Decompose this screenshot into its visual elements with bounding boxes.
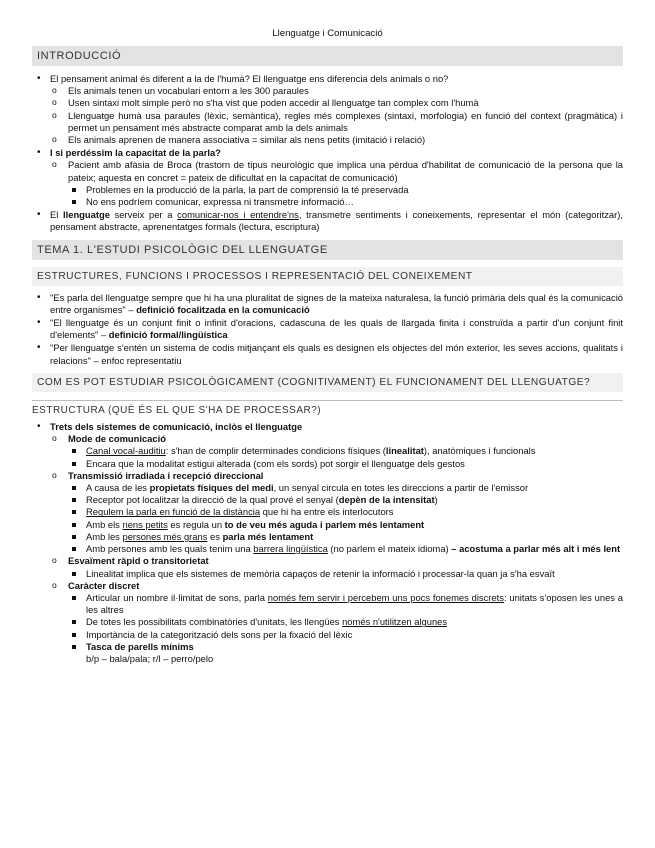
text-run: propietats físiques del medi [149, 482, 274, 494]
list-item [68, 641, 623, 665]
list-item: Importància de la categorització dels sons per la fixació del lèxic [68, 629, 623, 641]
list-item: No ens podríem comunicar, expressa ni transmetre informació… [68, 196, 623, 208]
text-run: Amb els [86, 518, 123, 530]
text-run: ) [434, 494, 438, 506]
sublist [50, 159, 623, 208]
traits-list [32, 421, 623, 665]
list-item [50, 555, 623, 579]
text-run: persones més grans [122, 530, 208, 542]
intro-question: El pensament animal és diferent a la de l'humà? El llenguatge ens diferencia dels animals o no? [50, 73, 449, 84]
subsection-title-com-estudiar: COM ES POT ESTUDIAR PSICOLÒGICAMENT (COGNITIVAMENT) EL FUNCIONAMENT DEL LLENGUATGE? [32, 373, 623, 392]
section-title-introduccio: INTRODUCCIÓ [32, 46, 623, 66]
list-item [50, 159, 623, 208]
list-item [32, 209, 623, 233]
text-run: "El llenguatge és un conjunt finit o infinit d'oracions, cadascuna de les quals de llargada finita i construïda a partir d'un conjunt finit d'elements" – [50, 317, 623, 341]
list-item [32, 73, 623, 146]
list-item [68, 531, 623, 543]
text-run: serveix per a [109, 209, 178, 221]
text-run: – acostuma a parlar més alt i més lent [451, 543, 621, 555]
list-item [50, 580, 623, 665]
trait-discret: Caràcter discret [68, 579, 140, 591]
text-run: A causa de les [86, 482, 150, 494]
list-item: Problemes en la producció de la parla, la part de comprensió la té preservada [68, 184, 623, 196]
list-item: o Els animals aprenen de manera associativa = similar als nens petits (imitació i relació) [50, 134, 623, 146]
text-run: (no parlem el mateix idioma) [327, 543, 452, 555]
sublist [50, 85, 623, 146]
text-run: Amb persones amb les quals tenim una [86, 543, 254, 555]
text-run: Regulem la parla en funció de la distància [86, 506, 261, 518]
text-run: només n'utilitzen algunes [342, 616, 448, 628]
text-run: b/p – bala/pala; r/l – perro/pelo [86, 652, 214, 664]
list-item [32, 317, 623, 341]
text-run: es regula un [167, 518, 225, 530]
text-run: depèn de la intensitat [338, 494, 435, 506]
sublist [68, 184, 623, 208]
trait-esvaiment: Esvaïment ràpid o transitorietat [68, 555, 209, 567]
text-run: es [207, 530, 223, 542]
sublist [50, 433, 623, 665]
text-run: El [50, 209, 64, 221]
definitions-list [32, 292, 623, 367]
text-run: Tasca de parells mínims [86, 640, 194, 652]
subsection-title-estructures: ESTRUCTURES, FUNCIONS I PROCESSOS I REPRESENTACIÓ DEL CONEIXEMENT [32, 267, 623, 286]
sublist [68, 592, 623, 665]
page-header: Llenguatge i Comunicació [272, 28, 383, 39]
list-item [68, 506, 623, 518]
list-item [68, 543, 623, 555]
list-item [68, 519, 623, 531]
text-run: De totes les possibilitats combinatòries d'unitats, les llengües [86, 616, 343, 628]
text-run: Canal vocal-auditiu [86, 445, 166, 457]
heading-parla: I si perdéssim la capacitat de la parla? [50, 147, 221, 159]
text-run: llenguatge [63, 209, 110, 221]
text-run: : unitats s'oposen les unes a les altres [86, 591, 624, 616]
sublist [68, 445, 623, 469]
broca-text: Pacient amb afàsia de Broca (trastorn de tipus neurològic que implica una pèrdua d'habilitat de comunicació de la persona que la pateix; aquesta en concret = pateix de dificultat en la capacitat de comunicació) [68, 159, 623, 183]
list-item [32, 292, 623, 316]
list-item [68, 482, 623, 494]
subsubsection-title-estructura: ESTRUCTURA (QUÈ ÉS EL QUE S'HA DE PROCESSAR?) [32, 400, 623, 417]
text-run: ), anatòmiques i funcionals [423, 445, 536, 457]
page-content [32, 46, 623, 666]
list-item: Encara que la modalitat estigui alterada (com els sords) pot sorgir el llenguatge dels gestos [68, 458, 623, 470]
text-run: linealitat [385, 445, 424, 457]
list-item: o Llenguatge humà usa paraules (lèxic, semàntica), regles més complexes (sintaxi, morfologia) en funció del context (pragmàtica) i permet un pensament més abstracte comparat amb la dels animals [50, 110, 623, 134]
list-item [68, 616, 623, 628]
text-run: que hi ha entre els interlocutors [260, 506, 394, 518]
text-run: comunicar-nos i entendre'ns [177, 209, 299, 221]
text-run: Articular un nombre il·limitat de sons, parla [86, 591, 268, 603]
traits-heading: Trets dels sistemes de comunicació, inclòs el llenguatge [50, 421, 303, 433]
sublist [68, 568, 623, 580]
list-item [50, 470, 623, 555]
text-run: definició formal/lingüística [108, 329, 228, 341]
list-item [68, 445, 623, 457]
text-run: definició focalitzada en la comunicació [136, 303, 310, 315]
list-item [32, 421, 623, 665]
list-item: o Els animals tenen un vocabulari entorn a les 300 paraules [50, 85, 623, 97]
text-run: to de veu més aguda i parlem més lentament [224, 518, 425, 530]
trait-transmission: Transmissió irradiada i recepció direccional [68, 469, 264, 481]
list-item [68, 592, 623, 616]
text-run: només fem servir i percebem uns pocs fonemes discrets [267, 591, 504, 603]
section-title-tema1: TEMA 1. L'ESTUDI PSICOLÒGIC DEL LLENGUATGE [32, 240, 623, 260]
text-run: nens petits [122, 518, 168, 530]
list-item: • "Per llenguatge s'entén un sistema de codis mitjançant els quals es designen els objectes del món exterior, les seves accions, qualitats i relacions" – enfoc representatiu [32, 342, 623, 366]
list-item: o Usen sintaxi molt simple però no s'ha vist que poden accedir al llenguatge tan complex com l'humà [50, 97, 623, 109]
text-run: , transmetre sentiments i coneixements, representar el món (categoritzar), pensament abstracte, aprenentatges formals (lectura, escriptura) [50, 209, 623, 233]
text-run: barrera lingüística [253, 543, 328, 555]
intro-list [32, 73, 623, 234]
text-run: : s'han de complir determinades condicions físiques ( [165, 445, 386, 457]
sublist [68, 482, 623, 555]
trait-mode: Mode de comunicació [68, 433, 166, 445]
list-item [32, 147, 623, 208]
list-item [68, 494, 623, 506]
list-item [50, 433, 623, 470]
text-run: parla més lentament [222, 530, 314, 542]
text-run: Receptor pot localitzar la direcció de la qual prové el senyal ( [86, 494, 339, 506]
list-item: Linealitat implica que els sistemes de memòria capaços de retenir la informació i processar-la quan ja s'ha esvaït [68, 568, 623, 580]
text-run: "Es parla del llenguatge sempre que hi ha una pluralitat de signes de la mateixa naturalesa, la funció primària dels qual és la comunicació entre organismes" – [50, 291, 623, 315]
text-run: , un senyal circula en totes les direccions a partir de l'emissor [273, 482, 529, 494]
text-run: Amb les [86, 530, 123, 542]
